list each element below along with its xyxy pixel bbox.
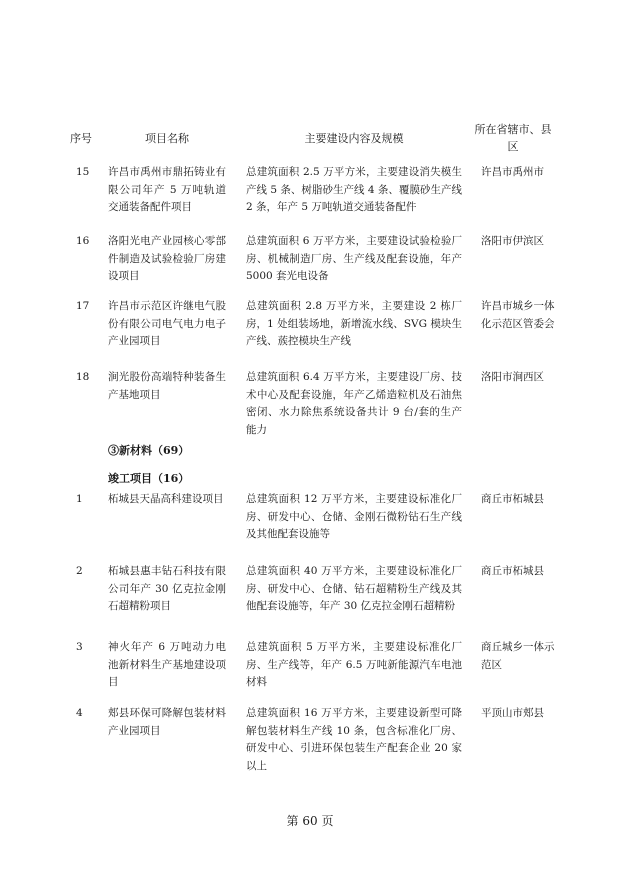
row-content: 总建筑面积 2.5 万平方米，主要建设消失模生产线 5 条、树脂砂生产线 4 条、覆膜砂生产线 2 条，年产 5 万吨轨道交通装备配件 — [246, 166, 462, 213]
header-project-name: 项目名称 — [145, 131, 189, 145]
row-project-name: 洛阳光电产业园核心零部件制造及试验检验厂房建设项目 — [108, 235, 226, 282]
section-title: ③新材料（69） — [108, 444, 190, 457]
row-number: 15 — [76, 166, 90, 178]
row-content: 总建筑面积 6.4 万平方米，主要建设厂房、技术中心及配套设施，年产乙烯造粒机及石油焦密闭、水力除焦系统设备共计 9 台/套的生产能力 — [246, 371, 462, 436]
row-location: 许昌市禹州市 — [481, 166, 544, 178]
row-location: 商丘城乡一体示范区 — [481, 641, 555, 671]
row-location: 许昌市城乡一体化示范区管委会 — [481, 300, 555, 330]
page-number: 第 60 页 — [286, 814, 334, 828]
row-number: 4 — [76, 707, 83, 719]
row-number: 17 — [76, 300, 90, 312]
row-location: 商丘市柘城县 — [481, 565, 544, 577]
row-content: 总建筑面积 6 万平方米，主要建设试验检验厂房、机械制造厂房、生产线及配套设施，年产 5000 套光电设备 — [246, 235, 462, 282]
row-location: 商丘市柘城县 — [481, 493, 544, 505]
header-content: 主要建设内容及规模 — [304, 131, 404, 145]
row-content: 总建筑面积 12 万平方米，主要建设标准化厂房、研发中心、仓储、金刚石微粉钻石生产线及其他配套设施等 — [246, 493, 462, 540]
row-project-name: 柘城县惠丰钻石科技有限公司年产 30 亿克拉金刚石超精粉项目 — [108, 565, 226, 612]
row-content: 总建筑面积 40 万平方米，主要建设标准化厂房、研发中心、仓储、钻石超精粉生产线及其他配套设施等，年产 30 亿克拉金刚石超精粉 — [246, 565, 462, 612]
row-location: 平顶山市郏县 — [481, 707, 544, 719]
row-content: 总建筑面积 2.8 万平方米，主要建设 2 栋厂房，1 处组装场地，新增流水线、SVG 模块生产线、蔟控模块生产线 — [246, 300, 462, 347]
row-content: 总建筑面积 16 万平方米，主要建设新型可降解包装材料生产线 10 条，包含标准化厂房、研发中心、引进环保包装生产配套企业 20 家以上 — [246, 707, 462, 772]
subsection-title: 竣工项目（16） — [108, 472, 190, 485]
row-location: 洛阳市伊滨区 — [481, 235, 544, 247]
row-number: 18 — [76, 371, 90, 383]
row-location: 洛阳市涧西区 — [481, 371, 544, 383]
row-number: 16 — [76, 235, 90, 247]
row-project-name: 柘城县天晶高科建设项目 — [108, 493, 224, 505]
row-number: 2 — [76, 565, 83, 577]
row-project-name: 涧光股份高端特种装备生产基地项目 — [108, 371, 226, 401]
row-number: 1 — [76, 493, 83, 505]
header-location: 所在省辖市、县区 — [474, 123, 552, 153]
row-project-name: 郏县环保可降解包装材料产业园项目 — [108, 707, 226, 737]
row-number: 3 — [76, 641, 83, 653]
row-project-name: 神火年产 6 万吨动力电池新材料生产基地建设项目 — [108, 641, 226, 688]
header-number: 序号 — [70, 131, 92, 145]
row-project-name: 许昌市禹州市鼎拓铸业有限公司年产 5 万吨轨道交通装备配件项目 — [108, 166, 226, 213]
row-content: 总建筑面积 5 万平方米，主要建设标准化厂房、生产线等，年产 6.5 万吨新能源汽车电池材料 — [246, 641, 462, 688]
row-project-name: 许昌市示范区许继电气股份有限公司电气电力电子产业园项目 — [108, 300, 226, 347]
